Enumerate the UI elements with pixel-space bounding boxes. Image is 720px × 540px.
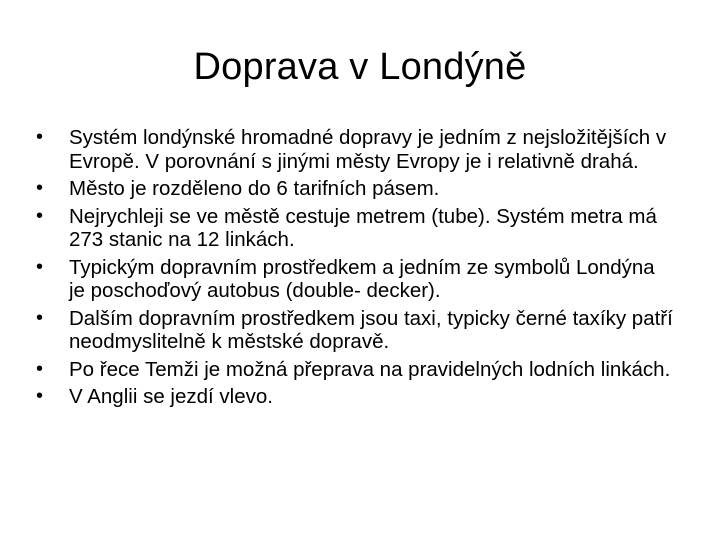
bullet-icon: • [36,306,44,329]
bullet-icon: • [36,126,44,148]
bullet-item-7 [36,385,676,409]
bullet-item-1 [36,126,676,173]
bullet-item-3 [36,205,676,252]
bullet-text: Dalším dopravním prostředkem jsou taxi, typicky černé taxíky patří neodmyslitelně k městské dopravě. [69,306,673,353]
bullet-text: Systém londýnské hromadné dopravy je jedním z nejsložitějších v Evropě. V porovnání s jinými městy Evropy je i relativně drahá. [69,126,667,173]
bullet-text: Město je rozděleno do 6 tarifních pásem. [69,177,440,200]
bullet-item-5 [36,307,676,354]
bullet-text: Typickým dopravním prostředkem a jedním ze symbolů Londýna je poschoďový autobus (double- decker). [69,255,655,302]
bullet-icon: • [36,385,44,407]
bullet-icon: • [36,204,44,227]
bullet-item-4 [36,256,676,303]
bullet-icon: • [36,357,44,380]
bullet-icon: • [36,177,44,199]
bullet-text: V Anglii se jezdí vlevo. [69,385,273,408]
bullet-text: Nejrychleji se ve městě cestuje metrem (tube). Systém metra má 273 stanic na 12 linkách. [69,204,657,251]
bullet-text: Po řece Temži je možná přeprava na pravidelných lodních linkách. [69,357,671,381]
bullet-icon: • [36,255,44,278]
slide-title: Doprava v Londýně [193,46,527,88]
bullet-list [36,126,676,413]
bullet-item-2 [36,177,676,201]
bullet-item-6 [36,358,676,382]
